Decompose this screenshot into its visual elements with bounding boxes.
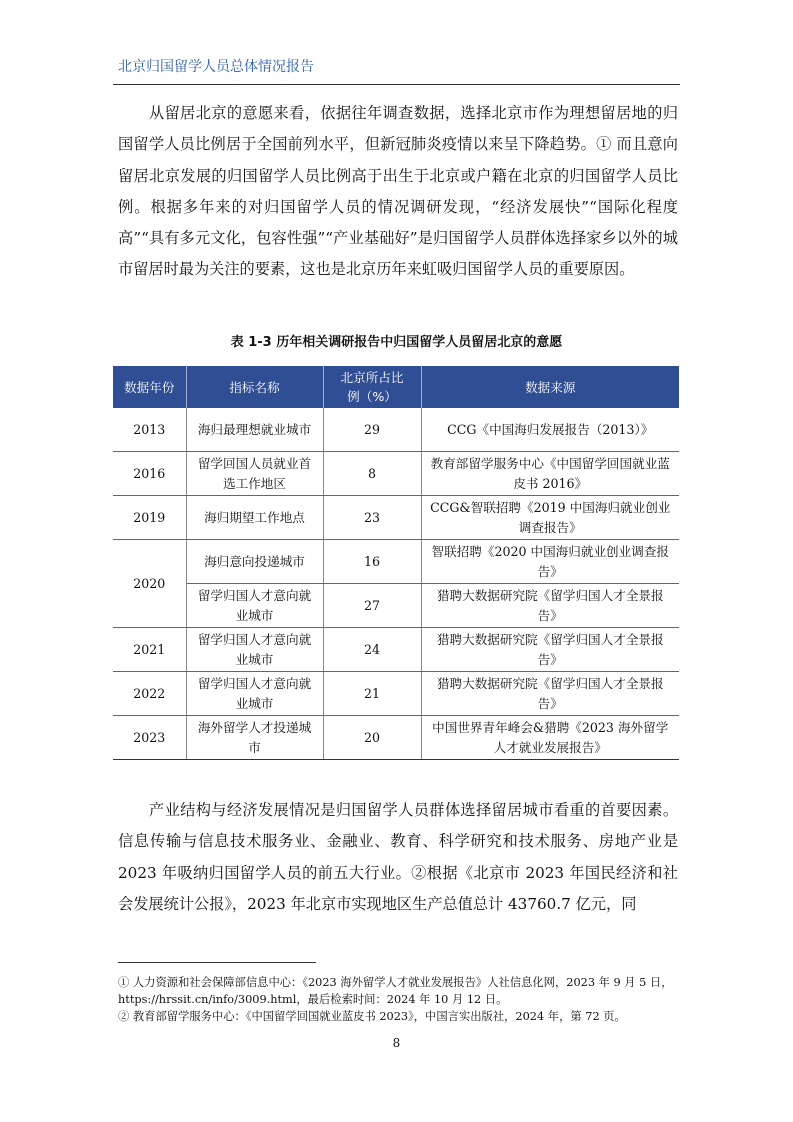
cell-share: 16	[323, 540, 421, 584]
cell-source: 智联招聘《2020 中国海归就业创业调查报告》	[421, 540, 679, 584]
cell-share: 24	[323, 628, 421, 672]
cell-indicator: 留学回国人员就业首选工作地区	[186, 452, 323, 496]
cell-indicator: 海外留学人才投递城市	[186, 716, 323, 760]
cell-share: 8	[323, 452, 421, 496]
table-row	[113, 672, 679, 716]
cell-indicator: 留学归国人才意向就业城市	[186, 584, 323, 628]
cell-indicator: 海归期望工作地点	[186, 496, 323, 540]
table-row	[113, 540, 679, 584]
cell-year: 2021	[113, 628, 186, 672]
table-row	[113, 628, 679, 672]
table-row	[113, 408, 679, 452]
cell-source: 猎聘大数据研究院《留学归国人才全景报告》	[421, 584, 679, 628]
cell-year: 2013	[113, 408, 186, 452]
cell-share: 20	[323, 716, 421, 760]
cell-source: 猎聘大数据研究院《留学归国人才全景报告》	[421, 672, 679, 716]
table-row	[113, 452, 679, 496]
cell-source: 猎聘大数据研究院《留学归国人才全景报告》	[421, 628, 679, 672]
cell-indicator: 海归最理想就业城市	[186, 408, 323, 452]
table-row	[113, 496, 679, 540]
cell-source: 中国世界青年峰会&猎聘《2023 海外留学人才就业发展报告》	[421, 716, 679, 760]
header-indicator: 指标名称	[186, 366, 323, 408]
footnote-1: ① 人力资源和社会保障部信息中心：《2023 海外留学人才就业发展报告》人社信息化网，2023 年 9 月 5 日，https://hrssit.cn/info/3009.html，最后检索时间：2024 年 10 月 12 日。	[118, 976, 673, 1006]
cell-year: 2020	[113, 540, 186, 628]
paragraph-residence-intention: 从留居北京的意愿来看，依据往年调查数据，选择北京市作为理想留居地的归国留学人员比例居于全国前列水平，但新冠肺炎疫情以来呈下降趋势。① 而且意向留居北京发展的归国留学人员比例高于出生于北京或户籍在北京的归国留学人员比例。根据多年来的对归国留学人员的情况调研发现，“经济发展快”“国际化程度高”“具有多元文化，包容性强”“产业基础好”是归国留学人员群体选择家乡以外的城市留居时最为关注的要素，这也是北京历年来虹吸归国留学人员的重要原因。	[118, 104, 678, 279]
header-divider	[113, 84, 680, 85]
footnote-2: ② 教育部留学服务中心：《中国留学回国就业蓝皮书 2023》，中国言实出版社，2024 年，第 72 页。	[118, 1010, 626, 1023]
cell-share: 23	[323, 496, 421, 540]
cell-indicator: 留学归国人才意向就业城市	[186, 628, 323, 672]
table-row	[113, 716, 679, 760]
table-caption: 表 1-3 历年相关调研报告中归国留学人员留居北京的意愿	[230, 335, 563, 350]
cell-share: 29	[323, 408, 421, 452]
residence-intention-table	[113, 366, 679, 760]
cell-source: CCG《中国海归发展报告（2013）》	[421, 408, 679, 452]
cell-year: 2023	[113, 716, 186, 760]
running-header: 北京归国留学人员总体情况报告	[118, 59, 314, 75]
header-source: 数据来源	[421, 366, 679, 408]
cell-indicator: 留学归国人才意向就业城市	[186, 672, 323, 716]
table-header-row	[113, 366, 679, 408]
paragraph-industry-structure: 产业结构与经济发展情况是归国留学人员群体选择留居城市看重的首要因素。信息传输与信息技术服务业、金融业、教育、科学研究和技术服务、房地产业是 2023 年吸纳归国留学人员的前五大行业。②根据《北京市 2023 年国民经济和社会发展统计公报》，2023 年北京市实现地区生产总值总计 43760.7 亿元，同	[118, 801, 678, 913]
cell-source: 教育部留学服务中心《中国留学回国就业蓝皮书 2016》	[421, 452, 679, 496]
cell-indicator: 海归意向投递城市	[186, 540, 323, 584]
cell-year: 2022	[113, 672, 186, 716]
footnote-divider	[118, 962, 316, 963]
cell-year: 2019	[113, 496, 186, 540]
header-year: 数据年份	[113, 366, 186, 408]
cell-source: CCG&智联招聘《2019 中国海归就业创业调查报告》	[421, 496, 679, 540]
header-beijing-share: 北京所占比例（%）	[323, 366, 421, 408]
footnotes	[118, 974, 678, 1025]
table-row	[113, 584, 679, 628]
cell-share: 21	[323, 672, 421, 716]
cell-year: 2016	[113, 452, 186, 496]
page-number: 8	[392, 1036, 401, 1050]
cell-share: 27	[323, 584, 421, 628]
